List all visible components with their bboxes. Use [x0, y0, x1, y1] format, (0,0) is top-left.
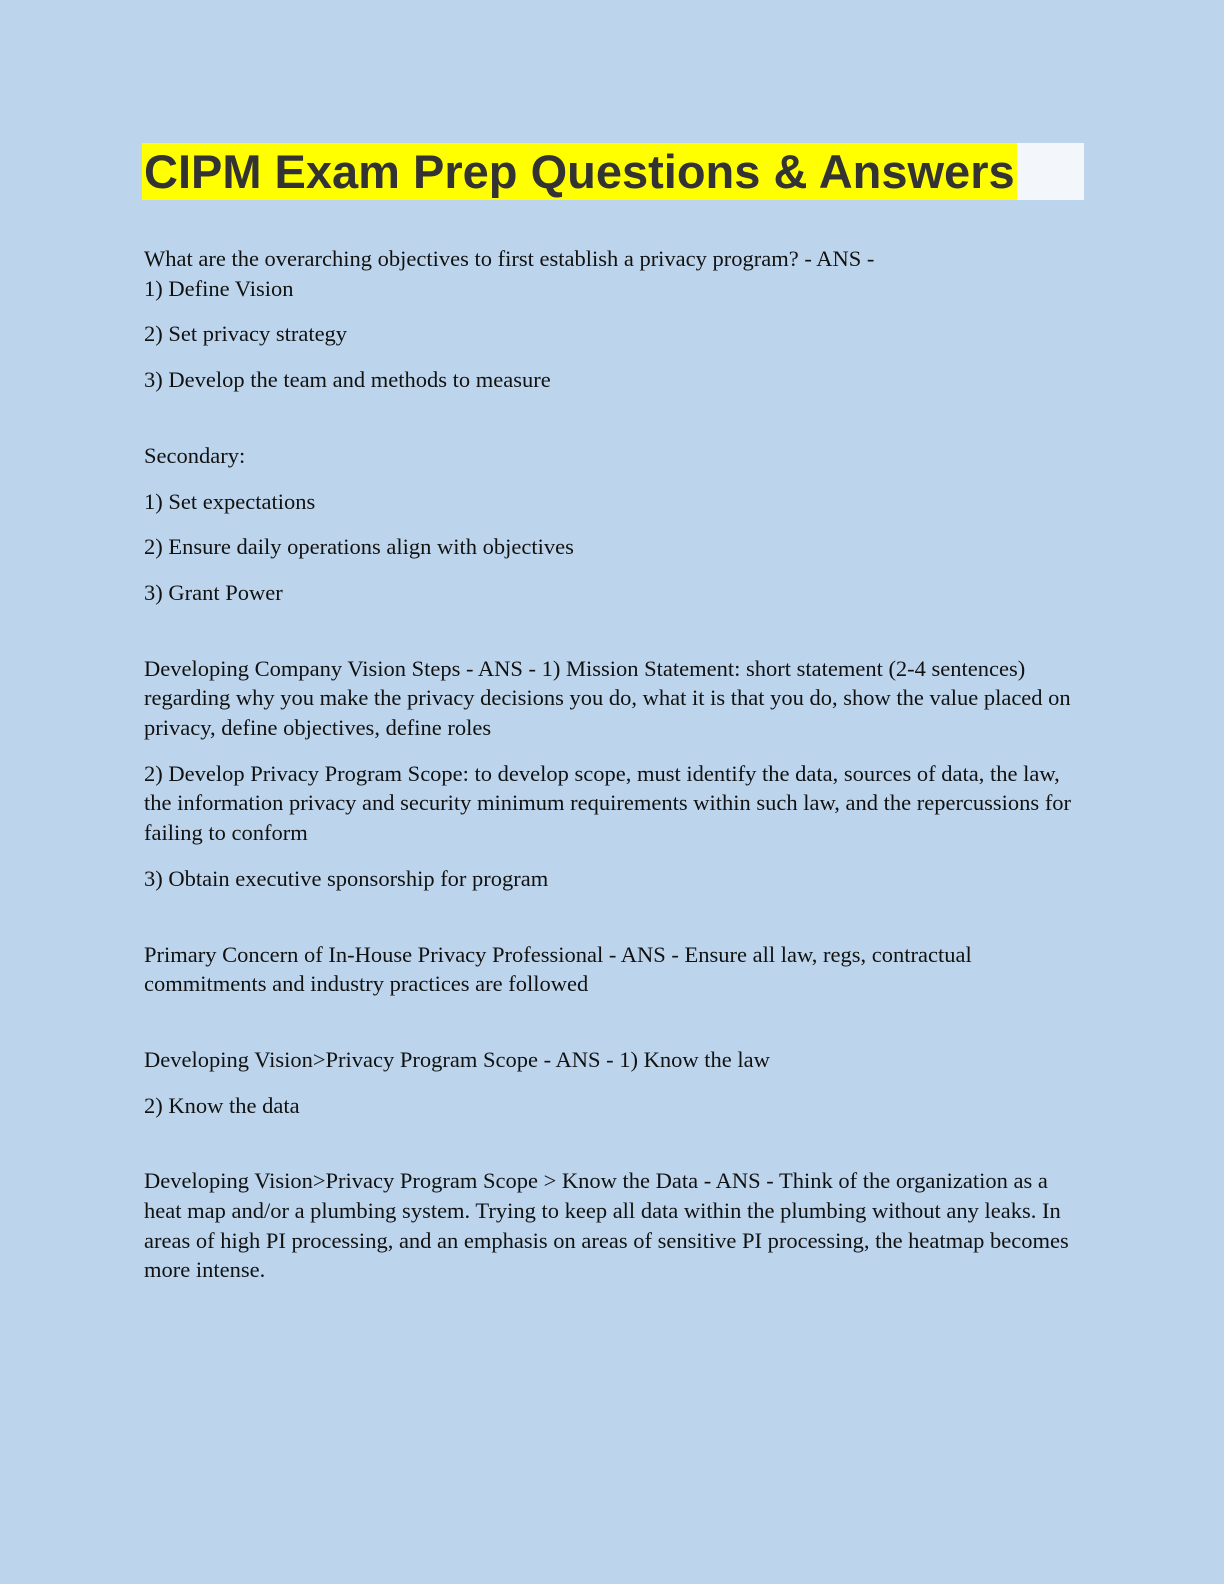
question-2-text: Developing Company Vision Steps - ANS - 1) Mission Statement: short statement (2-4 sentences) regarding why you make the privacy decisions you do, what it is that you do, show the value placed on privacy, define objectives, define roles [144, 655, 1071, 741]
secondary-item: 1) Set expectations [144, 488, 316, 514]
question-4-text: Developing Vision>Privacy Program Scope - ANS - 1) Know the law [144, 1046, 770, 1072]
secondary-item: 2) Ensure daily operations align with objectives [144, 534, 574, 560]
answer-item: 1) Define Vision [144, 275, 294, 301]
document-title: CIPM Exam Prep Questions & Answers [144, 145, 1015, 198]
answer-item: 2) Set privacy strategy [144, 321, 348, 347]
question-3-text: Primary Concern of In-House Privacy Professional - ANS - Ensure all law, regs, contractual commitments and industry practices are followed [144, 941, 972, 997]
secondary-label: Secondary: [144, 442, 246, 468]
document-body [144, 244, 1086, 1285]
answer-paragraph: 3) Obtain executive sponsorship for program [144, 865, 549, 891]
answer-item: 3) Develop the team and methods to measure [144, 367, 551, 393]
answer-paragraph: 2) Develop Privacy Program Scope: to develop scope, must identify the data, sources of data, the law, the information privacy and security minimum requirements within such law, and the repercussions for failing to conform [144, 760, 1072, 846]
answer-item: 2) Know the data [144, 1092, 300, 1118]
question-1-text: What are the overarching objectives to first establish a privacy program? - ANS - [144, 246, 875, 271]
secondary-item: 3) Grant Power [144, 579, 283, 605]
title-banner [142, 143, 1084, 200]
question-5-text: Developing Vision>Privacy Program Scope > Know the Data - ANS - Think of the organization as a heat map and/or a plumbing system. Trying to keep all data within the plumbing without any leaks. In areas of high PI processing, and an emphasis on areas of sensitive PI processing, the heatmap becomes more intense. [144, 1168, 1069, 1283]
